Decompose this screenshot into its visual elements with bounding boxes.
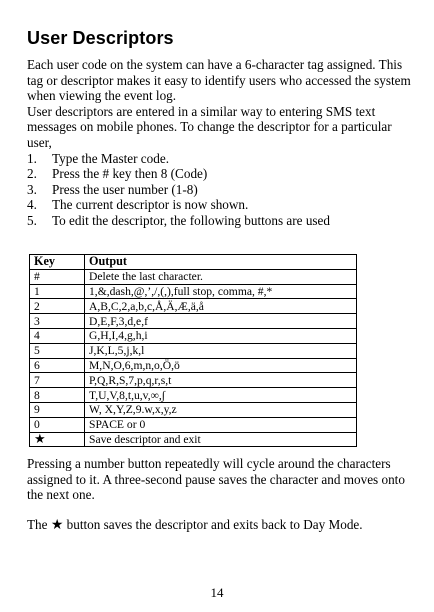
- output-cell: M,N,O,6,m,n,o,Ö,ö: [85, 358, 357, 373]
- steps-list: [27, 151, 412, 229]
- output-cell: J,K,L,5,j,k,l: [85, 343, 357, 358]
- key-cell: 4: [30, 328, 85, 343]
- intro-paragraph-2: User descriptors are entered in a similar way to entering SMS text messages on mobile phones. To change the descriptor for a particular user,: [27, 103, 392, 150]
- list-item: [27, 166, 412, 182]
- output-cell: A,B,C,2,a,b,c,Å,Ä,Æ,ä,å: [85, 299, 357, 314]
- key-cell: 5: [30, 343, 85, 358]
- step-number: 4.: [27, 197, 37, 213]
- table-row: [30, 432, 357, 447]
- list-item: [27, 182, 412, 198]
- key-cell: 3: [30, 314, 85, 329]
- table-row: [30, 299, 357, 314]
- output-cell: 1,&,dash,@,’,/,(,),full stop, comma, #,*: [85, 284, 357, 299]
- table-row: [30, 343, 357, 358]
- step-number: 1.: [27, 150, 37, 166]
- output-cell: P,Q,R,S,7,p,q,r,s,t: [85, 373, 357, 388]
- output-cell: D,E,F,3,d,e,f: [85, 314, 357, 329]
- key-cell: 9: [30, 402, 85, 417]
- step-number: 3.: [27, 181, 37, 197]
- outro-text-after: button saves the descriptor and exits back to Day Mode.: [66, 517, 363, 532]
- table-row: [30, 314, 357, 329]
- table-row: [30, 417, 357, 432]
- column-header-key: Key: [30, 255, 85, 270]
- list-item: [27, 213, 412, 229]
- table-header-row: [30, 255, 357, 270]
- key-cell: #: [30, 269, 85, 284]
- output-cell: G,H,I,4,g,h,i: [85, 328, 357, 343]
- step-text: Press the # key then 8 (Code): [52, 166, 208, 182]
- step-text: Press the user number (1-8): [52, 181, 198, 197]
- table-row: [30, 373, 357, 388]
- output-cell: T,U,V,8,t,u,v,∞,∫: [85, 388, 357, 403]
- page-number: 14: [210, 585, 224, 600]
- key-cell: [30, 432, 85, 447]
- table-row: [30, 388, 357, 403]
- key-cell: 2: [30, 299, 85, 314]
- outro-section-1: [27, 456, 412, 503]
- table-row: [30, 328, 357, 343]
- step-text: Type the Master code.: [52, 150, 169, 166]
- star-icon: ★: [34, 431, 46, 447]
- key-cell: 1: [30, 284, 85, 299]
- output-cell: SPACE or 0: [85, 417, 357, 432]
- key-cell: 7: [30, 373, 85, 388]
- list-item: [27, 151, 412, 167]
- key-cell: 6: [30, 358, 85, 373]
- table-row: [30, 269, 357, 284]
- output-cell: Delete the last character.: [85, 269, 357, 284]
- output-cell: W, X,Y,Z,9.w,x,y,z: [85, 402, 357, 417]
- table-row: [30, 358, 357, 373]
- key-output-table: [29, 254, 357, 447]
- outro-paragraph-2: [27, 517, 412, 534]
- intro-paragraph-1: Each user code on the system can have a 6-character tag assigned. This tag or descriptor makes it easy to identify users who accessed the system when viewing the event log.: [27, 57, 411, 104]
- key-cell: 0: [30, 417, 85, 432]
- page-title: User Descriptors: [27, 28, 174, 48]
- star-icon: ★: [50, 517, 64, 533]
- step-number: 2.: [27, 166, 37, 182]
- list-item: [27, 197, 412, 213]
- step-number: 5.: [27, 212, 37, 228]
- step-text: The current descriptor is now shown.: [52, 197, 249, 213]
- outro-paragraph-1: Pressing a number button repeatedly will cycle around the characters assigned to it. A three-second pause saves the character and moves onto the next one.: [27, 456, 405, 503]
- intro-section: [27, 57, 412, 229]
- key-cell: 8: [30, 388, 85, 403]
- outro-section-2: [27, 517, 412, 534]
- outro-text-before: The: [27, 517, 48, 532]
- table-row: [30, 284, 357, 299]
- output-cell: Save descriptor and exit: [85, 432, 357, 447]
- table-row: [30, 402, 357, 417]
- step-text: To edit the descriptor, the following buttons are used: [52, 212, 330, 228]
- column-header-output: Output: [85, 255, 357, 270]
